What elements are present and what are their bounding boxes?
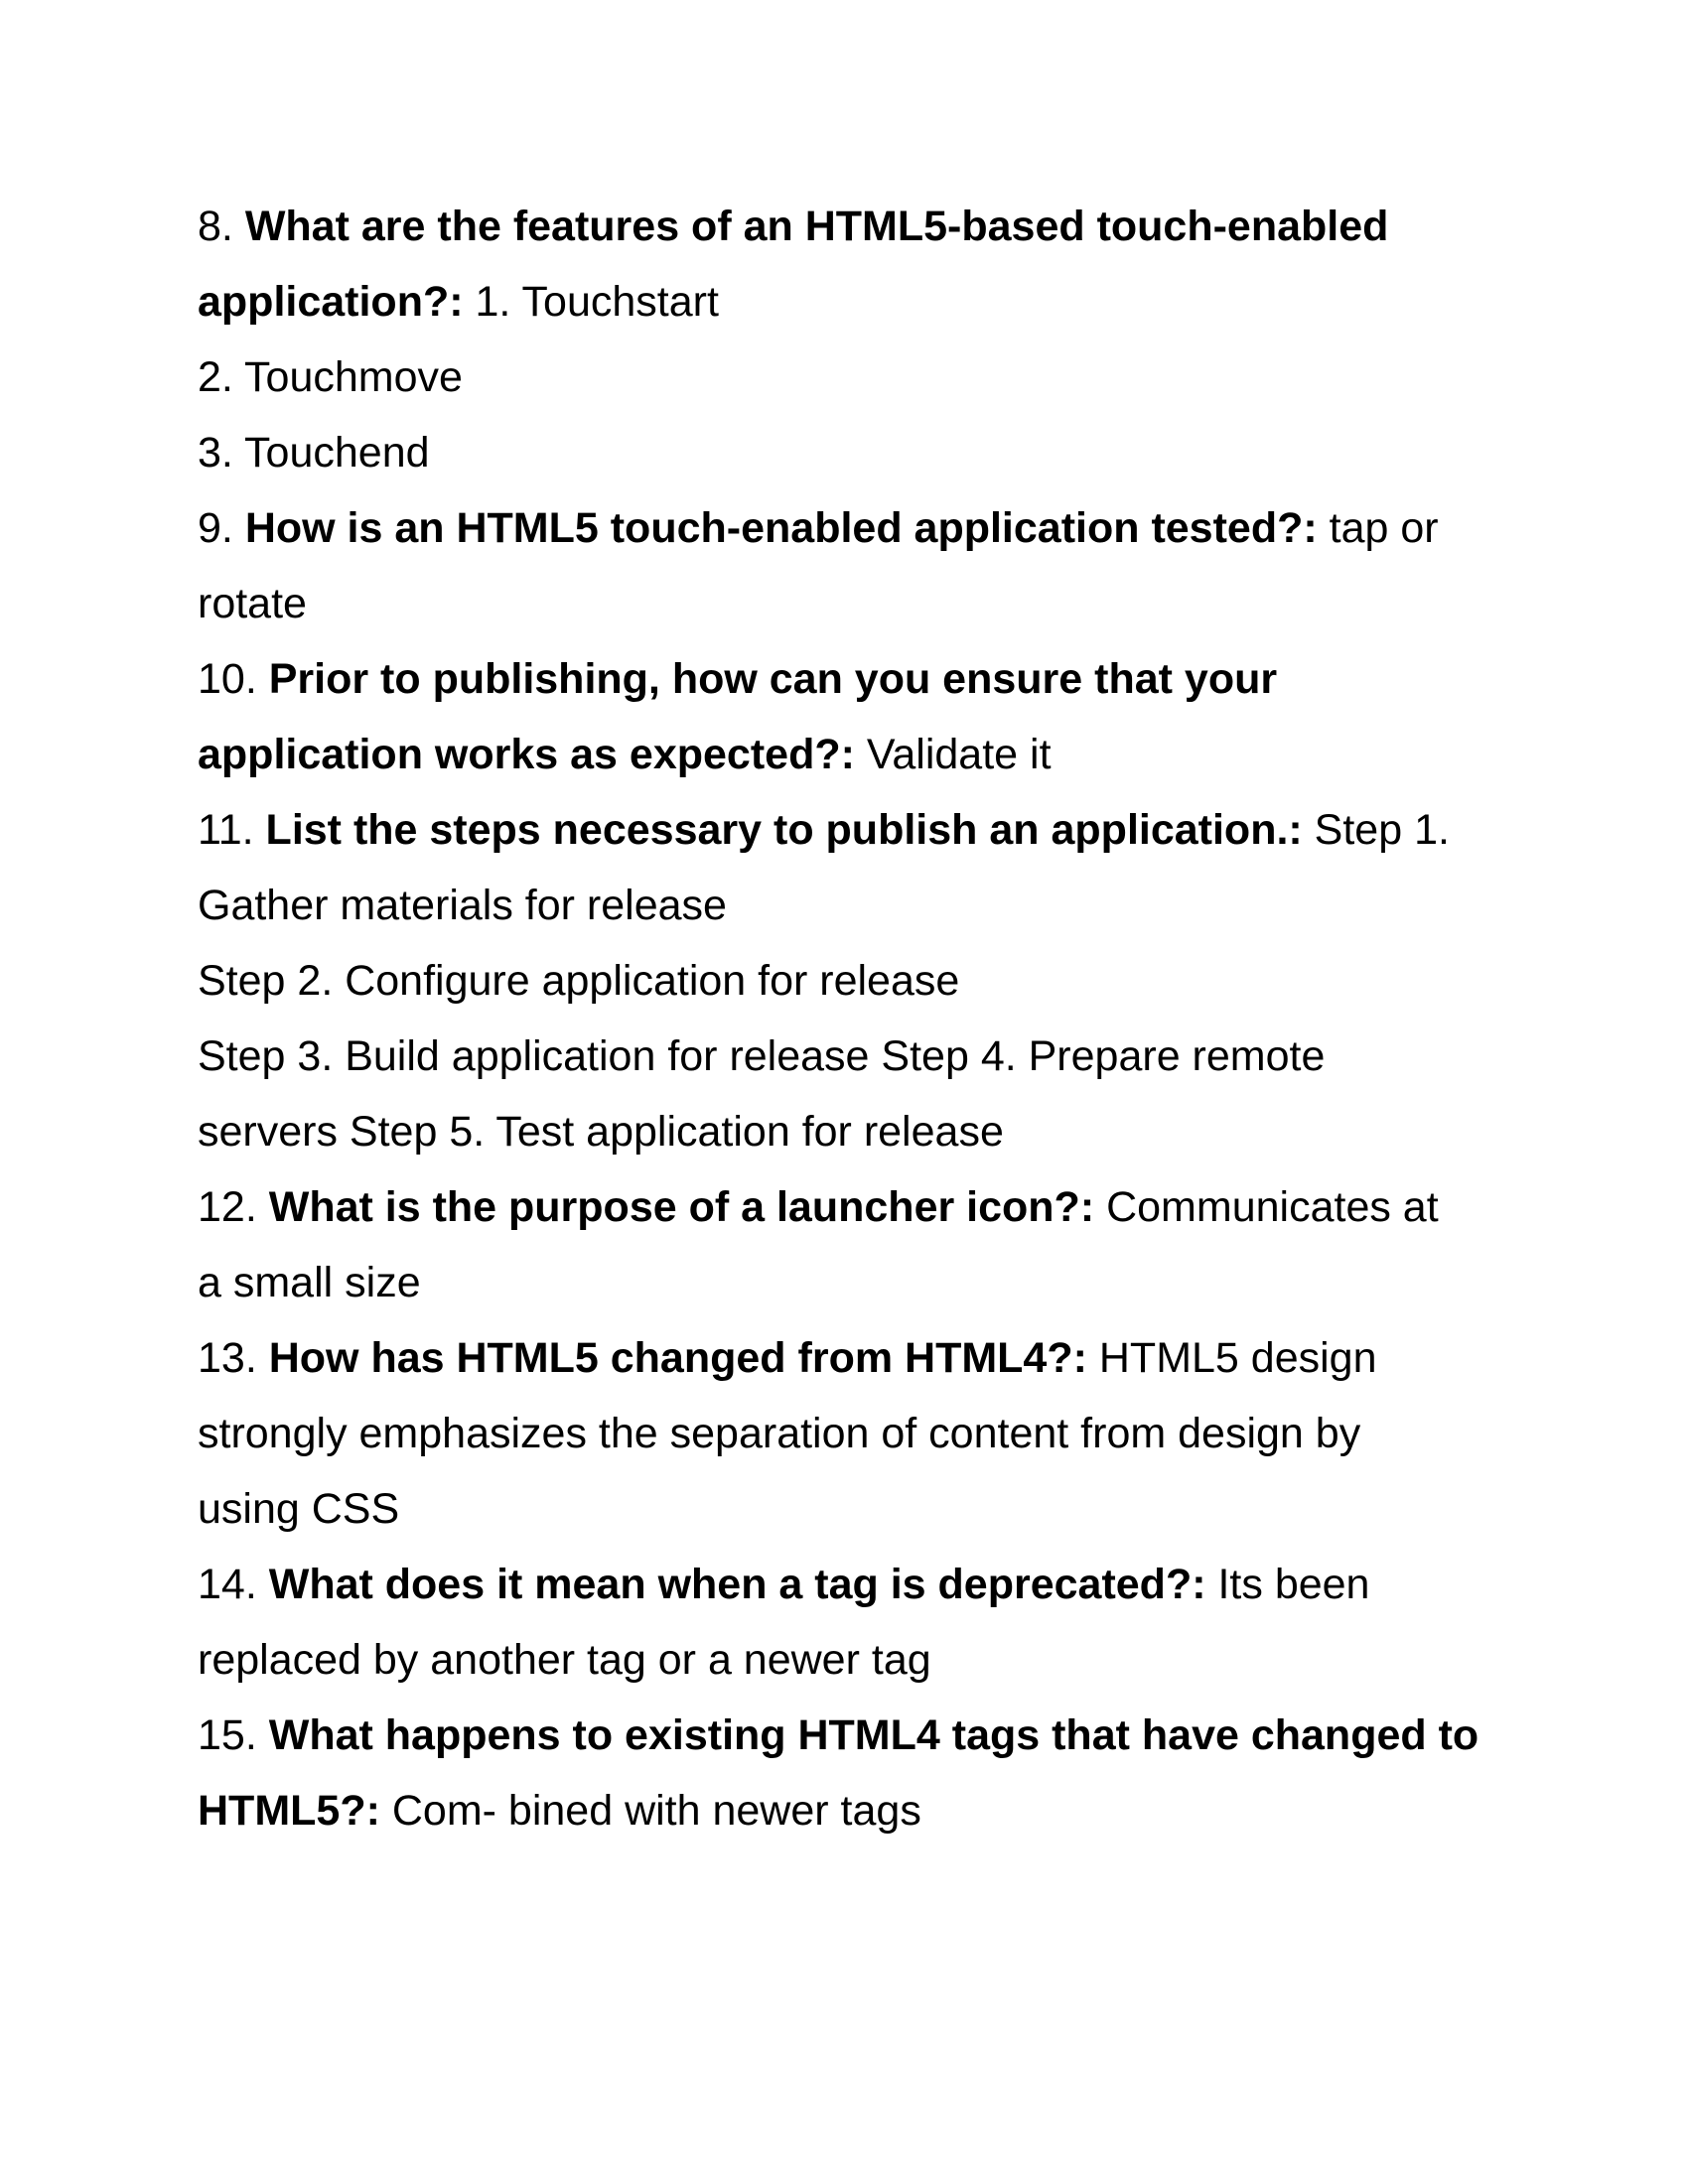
answer-text: HTML5 design bbox=[1086, 1334, 1377, 1382]
q8-line-2 bbox=[198, 264, 1508, 340]
item-number: 9. bbox=[198, 504, 233, 552]
answer-text: replaced by another tag or a newer tag bbox=[198, 1636, 931, 1684]
question-text: How has HTML5 changed from HTML4?: bbox=[268, 1334, 1087, 1382]
item-number: 14. bbox=[198, 1561, 257, 1608]
q15-line-2 bbox=[198, 1773, 1508, 1848]
answer-text: Step 2. Configure application for release bbox=[198, 957, 960, 1005]
answer-text: using CSS bbox=[198, 1485, 400, 1533]
answer-text: Validate it bbox=[854, 731, 1052, 778]
answer-text: Gather materials for release bbox=[198, 882, 727, 929]
q10-line-2 bbox=[198, 717, 1508, 792]
q8-line-1 bbox=[198, 189, 1508, 264]
answer-text: Step 1. bbox=[1302, 806, 1450, 854]
question-text: What is the purpose of a launcher icon?: bbox=[268, 1183, 1095, 1231]
answer-text: Its been bbox=[1205, 1561, 1370, 1608]
q9-line-1 bbox=[198, 490, 1508, 566]
answer-text: Communicates at bbox=[1094, 1183, 1439, 1231]
question-text: Prior to publishing, how can you ensure that your bbox=[268, 655, 1278, 703]
question-text: What are the features of an HTML5-based touch-enabled bbox=[244, 203, 1389, 250]
question-text: List the steps necessary to publish an application.: bbox=[265, 806, 1303, 854]
answer-text: rotate bbox=[198, 580, 307, 627]
question-text: How is an HTML5 touch-enabled application tested?: bbox=[244, 504, 1318, 552]
q13-line-1 bbox=[198, 1320, 1508, 1396]
item-number: 10. bbox=[198, 655, 257, 703]
item-number: 12. bbox=[198, 1183, 257, 1231]
answer-text: Com- bined with newer tags bbox=[379, 1787, 921, 1835]
answer-text: tap or bbox=[1317, 504, 1439, 552]
item-number: 11. bbox=[198, 806, 254, 854]
answer-text: strongly emphasizes the separation of content from design by bbox=[198, 1410, 1361, 1457]
question-text: What happens to existing HTML4 tags that have changed to bbox=[268, 1711, 1479, 1759]
item-number: 13. bbox=[198, 1334, 257, 1382]
answer-text: a small size bbox=[198, 1259, 421, 1306]
answer-text: servers Step 5. Test application for release bbox=[198, 1108, 1004, 1156]
answer-text: 2. Touchmove bbox=[198, 353, 463, 401]
answer-text: Step 3. Build application for release Step 4. Prepare remote bbox=[198, 1032, 1326, 1080]
q12-line-1 bbox=[198, 1169, 1508, 1245]
q14-line-1 bbox=[198, 1547, 1508, 1622]
item-number: 8. bbox=[198, 203, 233, 250]
item-number: 15. bbox=[198, 1711, 257, 1759]
question-text: application?: bbox=[198, 278, 464, 326]
question-text: HTML5?: bbox=[198, 1787, 380, 1835]
q15-line-1 bbox=[198, 1698, 1508, 1773]
question-text: What does it mean when a tag is deprecated?: bbox=[268, 1561, 1206, 1608]
answer-text: 1. Touchstart bbox=[463, 278, 719, 326]
question-text: application works as expected?: bbox=[198, 731, 855, 778]
answer-text: 3. Touchend bbox=[198, 429, 430, 477]
q10-line-1 bbox=[198, 641, 1508, 717]
document-page bbox=[198, 189, 1508, 1848]
q11-line-1 bbox=[198, 792, 1508, 868]
